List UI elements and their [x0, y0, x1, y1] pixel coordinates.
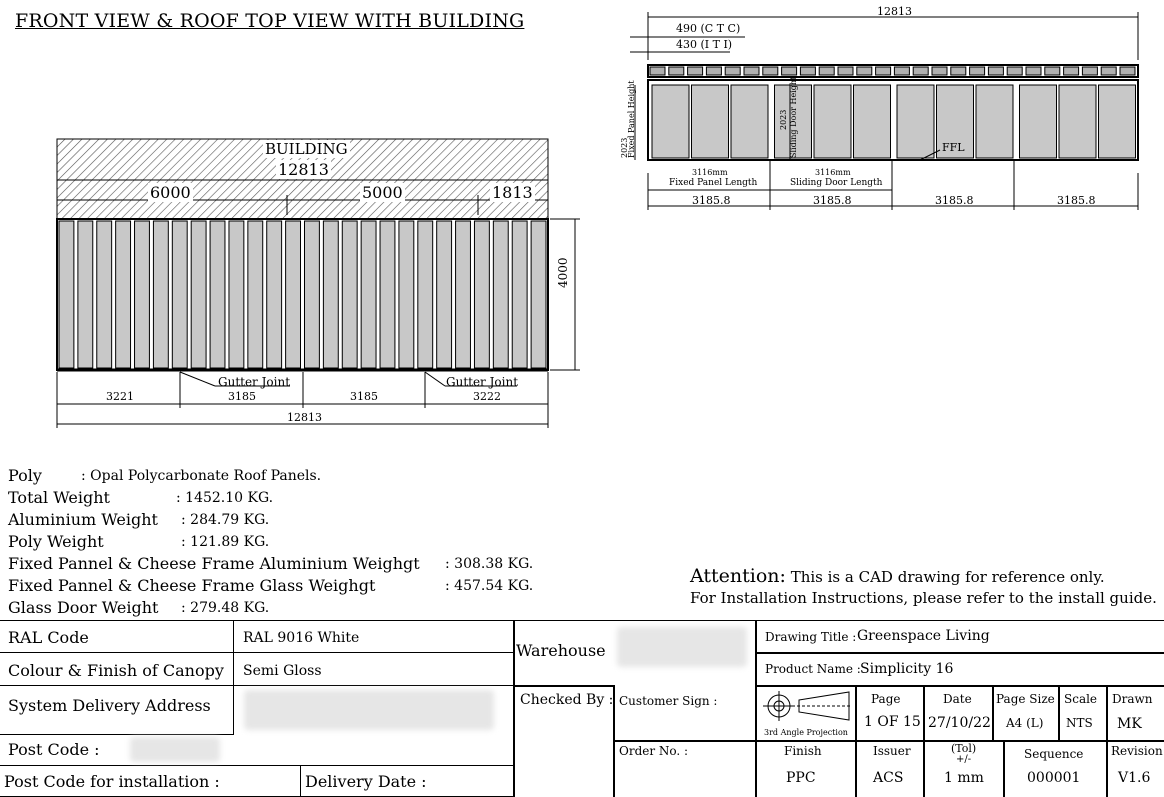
door-length-dim: 3116mm [815, 168, 851, 177]
roof-strip [913, 67, 928, 75]
spec-row [8, 488, 274, 507]
roof-strip [932, 67, 947, 75]
fixed-height-label: Fixed Panel Height [627, 80, 636, 158]
scale-value: NTS [1066, 716, 1093, 730]
drawing-title: FRONT VIEW & ROOF TOP VIEW WITH BUILDING [15, 10, 525, 32]
redacted-warehouse [617, 627, 747, 667]
attention-note [690, 565, 1157, 607]
revision-value: V1.6 [1118, 770, 1151, 786]
bay-dim-3: 3185.8 [935, 194, 974, 207]
bottom-dim-2: 3185 [228, 390, 256, 403]
roof-panel [380, 221, 395, 368]
redacted-address [244, 690, 494, 730]
bottom-dim-1: 3221 [106, 390, 134, 403]
roof-panel [135, 221, 150, 368]
ral-code-value: RAL 9016 White [243, 630, 360, 646]
roof-panel [210, 221, 225, 368]
roof-panel [531, 221, 546, 368]
warehouse-label: Warehouse [516, 641, 606, 660]
attention-line-1: This is a CAD drawing for reference only. [785, 568, 1105, 586]
roof-strip [1101, 67, 1116, 75]
spec-label: Total Weight [8, 488, 110, 507]
drawn-value: MK [1117, 716, 1142, 732]
bottom-dim-3: 3185 [350, 390, 378, 403]
roof-panel [456, 221, 471, 368]
roof-strip [706, 67, 721, 75]
revision-label: Revision [1111, 744, 1163, 758]
ral-code-label: RAL Code [8, 628, 89, 647]
spec-label: Fixed Pannel & Cheese Frame Glass Weighgt [8, 576, 376, 595]
spec-label: Aluminium Weight [8, 510, 158, 529]
ctc-dim: 490 (C T C) [676, 22, 741, 35]
post-code-install-label: Post Code for installation : [4, 772, 220, 791]
roof-panel [342, 221, 357, 368]
glass-pane [1020, 85, 1057, 158]
glass-pane [854, 85, 891, 158]
roof-strip [688, 67, 703, 75]
roof-panel [59, 221, 74, 368]
roof-strip [951, 67, 966, 75]
attention-line-2: For Installation Instructions, please refer to the install guide. [690, 589, 1157, 607]
roof-panel [361, 221, 376, 368]
bottom-total-dim: 12813 [287, 411, 322, 424]
product-name-value: Simplicity 16 [860, 661, 954, 677]
page-value: 1 OF 15 [864, 714, 921, 730]
glass-pane [976, 85, 1013, 158]
spec-label: Poly [8, 466, 42, 485]
roof-strip [650, 67, 665, 75]
roof-strip [800, 67, 815, 75]
bay-dim-4: 3185.8 [1057, 194, 1096, 207]
spec-value: : 279.48 KG. [181, 600, 270, 616]
product-name-label: Product Name : [765, 662, 861, 676]
roof-panel [286, 221, 301, 368]
roof-strip [819, 67, 834, 75]
door-height-dim: 2023 [779, 109, 788, 130]
fixed-height-dim: 2023 [620, 137, 629, 158]
roof-panel [512, 221, 527, 368]
roof-panels [57, 219, 548, 370]
roof-panel [248, 221, 263, 368]
roof-panel [153, 221, 168, 368]
fixed-length-dim: 3116mm [692, 168, 728, 177]
roof-strip [857, 67, 872, 75]
door-height-label: Sliding Door Height [789, 76, 798, 158]
spec-label: Glass Door Weight [8, 598, 159, 617]
post-code-label: Post Code : [8, 740, 100, 759]
spec-row [8, 466, 322, 485]
drawing-title-value: Greenspace Living [857, 628, 990, 644]
roof-panel [172, 221, 187, 368]
roof-panel [191, 221, 206, 368]
bottom-dim-4: 3222 [473, 390, 501, 403]
customer-sign-label: Customer Sign : [619, 694, 718, 708]
roof-panel [399, 221, 414, 368]
bay-dim-2: 3185.8 [813, 194, 852, 207]
roof-strip [1120, 67, 1135, 75]
roof-panel [97, 221, 112, 368]
iti-dim: 430 (I T I) [676, 38, 733, 51]
page-size-value: A4 (L) [1006, 716, 1044, 730]
finish-value: PPC [786, 770, 816, 786]
glass-pane [652, 85, 689, 158]
roof-panel [493, 221, 508, 368]
roof-strip [782, 67, 797, 75]
roof-strip [744, 67, 759, 75]
tol-value: 1 mm [944, 770, 984, 786]
spec-row [8, 598, 270, 617]
roof-strip [1007, 67, 1022, 75]
spec-value: : 1452.10 KG. [176, 490, 274, 506]
roof-panel [305, 221, 320, 368]
drawing-title-label: Drawing Title : [765, 630, 857, 644]
page-label: Page [871, 692, 901, 706]
roof-strip [970, 67, 985, 75]
roof-strip [1026, 67, 1041, 75]
roof-strip [669, 67, 684, 75]
colour-finish-label: Colour & Finish of Canopy [8, 661, 224, 680]
gutter-joint-label-2: Gutter Joint [446, 375, 519, 389]
bay-dim-1: 3185.8 [692, 194, 731, 207]
spec-row [8, 576, 534, 595]
tol-plus-minus: +/- [956, 754, 972, 765]
roof-panel [323, 221, 338, 368]
colour-finish-value: Semi Gloss [243, 663, 322, 679]
roof-strip [763, 67, 778, 75]
finish-label: Finish [784, 744, 822, 758]
scale-label: Scale [1064, 692, 1098, 706]
roof-panel [474, 221, 489, 368]
sequence-value: 000001 [1027, 770, 1081, 786]
roof-panel [267, 221, 282, 368]
roof-dim-3: 1813 [492, 183, 533, 202]
roof-strip [988, 67, 1003, 75]
order-no-label: Order No. : [619, 744, 689, 758]
spec-value: : 308.38 KG. [445, 556, 534, 572]
date-label: Date [943, 692, 972, 706]
glass-pane [692, 85, 729, 158]
glass-pane [814, 85, 851, 158]
fixed-length-label: Fixed Panel Length [669, 178, 758, 188]
roof-strip [1082, 67, 1097, 75]
height-dim: 4000 [556, 257, 570, 288]
spec-row [8, 510, 270, 529]
drawn-label: Drawn [1112, 692, 1153, 706]
glass-pane [897, 85, 934, 158]
projection-label: 3rd Angle Projection [764, 728, 848, 737]
roof-dim-2: 5000 [362, 183, 403, 202]
roof-strip [894, 67, 909, 75]
spec-row [8, 532, 270, 551]
checked-by-label: Checked By : [520, 692, 614, 708]
date-value: 27/10/22 [928, 715, 991, 731]
roof-panel [78, 221, 93, 368]
spec-label: Fixed Pannel & Cheese Frame Aluminium Weighgt [8, 554, 420, 573]
spec-label: Poly Weight [8, 532, 104, 551]
roof-panel [116, 221, 131, 368]
glass-pane [1099, 85, 1136, 158]
top-width-dim: 12813 [877, 5, 912, 18]
spec-value: : Opal Polycarbonate Roof Panels. [81, 468, 322, 484]
ffl-label: FFL [942, 141, 965, 154]
front-view-drawing [0, 0, 600, 440]
delivery-address-label: System Delivery Address [8, 696, 211, 715]
roof-panel [229, 221, 244, 368]
building-label: BUILDING [265, 140, 348, 158]
roof-strip [1045, 67, 1060, 75]
roof-strip [725, 67, 740, 75]
tol-label: (Tol) [951, 742, 977, 755]
redacted-post-code [130, 737, 220, 762]
spec-row [8, 554, 534, 573]
roof-panel [418, 221, 433, 368]
issuer-label: Issuer [873, 744, 911, 758]
roof-strip [838, 67, 853, 75]
building-width-dim: 12813 [278, 160, 329, 179]
sequence-label: Sequence [1024, 747, 1084, 761]
spec-value: : 284.79 KG. [181, 512, 270, 528]
roof-strip [876, 67, 891, 75]
door-length-label: Sliding Door Length [790, 178, 883, 188]
spec-value: : 457.54 KG. [445, 578, 534, 594]
glass-pane [1059, 85, 1096, 158]
delivery-date-label: Delivery Date : [305, 772, 427, 791]
gutter-joint-label-1: Gutter Joint [218, 375, 291, 389]
roof-dim-1: 6000 [150, 183, 191, 202]
attention-heading: Attention: [690, 565, 786, 587]
page-size-label: Page Size [996, 692, 1055, 706]
roof-panel [437, 221, 452, 368]
issuer-value: ACS [873, 770, 904, 786]
glass-pane [731, 85, 768, 158]
spec-value: : 121.89 KG. [181, 534, 270, 550]
roof-strip [1064, 67, 1079, 75]
